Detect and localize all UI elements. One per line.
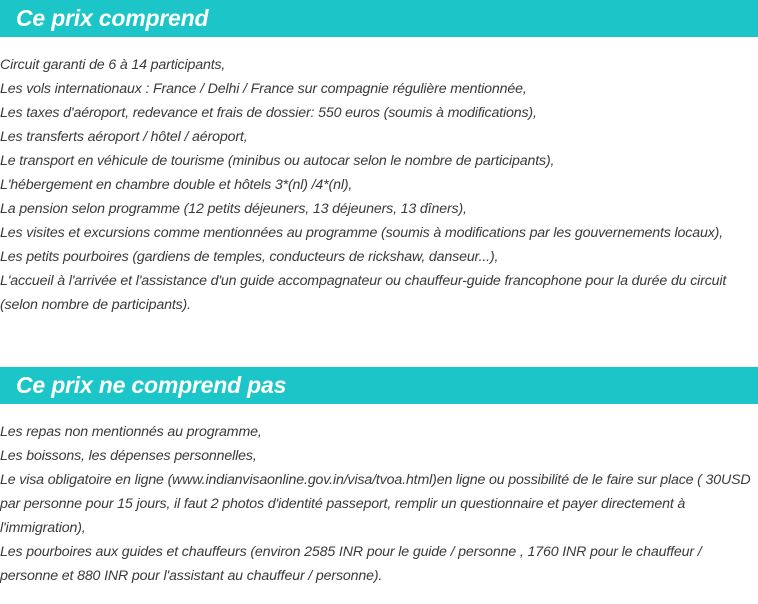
list-item: La pension selon programme (12 petits déjeuners, 13 déjeuners, 13 dîners),: [0, 201, 467, 217]
included-section-title: Ce prix comprend: [16, 5, 209, 31]
list-item: Les transferts aéroport / hôtel / aéroport,: [0, 129, 248, 145]
excluded-section-header: [0, 367, 758, 404]
list-item: Le visa obligatoire en ligne (www.indianvisaonline.gov.in/visa/tvoa.html)en ligne ou possibilité de le faire sur place ( 30USD par personne pour 15 jours, il faut 2 photos d'identité passeport, remplir un questionnaire et payer directement à l'immigration),: [0, 472, 751, 536]
list-item: L'hébergement en chambre double et hôtels 3*(nl) /4*(nl),: [0, 177, 353, 193]
list-item: Les vols internationaux : France / Delhi / France sur compagnie régulière mentionnée,: [0, 81, 527, 97]
included-items-list: [0, 53, 758, 317]
list-item: L'accueil à l'arrivée et l'assistance d'un guide accompagnateur ou chauffeur-guide francophone pour la durée du circuit (selon nombre de participants).: [0, 273, 727, 313]
list-item: Les petits pourboires (gardiens de temples, conducteurs de rickshaw, danseur...),: [0, 249, 499, 265]
list-item: Le transport en véhicule de tourisme (minibus ou autocar selon le nombre de participants),: [0, 153, 555, 169]
list-item: Les taxes d'aéroport, redevance et frais de dossier: 550 euros (soumis à modifications),: [0, 105, 537, 121]
list-item: Les boissons, les dépenses personnelles,: [0, 448, 257, 464]
included-section-header: [0, 0, 758, 37]
excluded-items-list: [0, 420, 758, 588]
list-item: Les repas non mentionnés au programme,: [0, 424, 262, 440]
excluded-section-title: Ce prix ne comprend pas: [16, 372, 287, 398]
list-item: Les visites et excursions comme mentionnées au programme (soumis à modifications par les gouvernements locaux),: [0, 225, 724, 241]
list-item: Circuit garanti de 6 à 14 participants,: [0, 57, 226, 73]
list-item: Les pourboires aux guides et chauffeurs (environ 2585 INR pour le guide / personne , 1760 INR pour le chauffeur / personne et 880 INR pour l'assistant au chauffeur / personne).: [0, 544, 702, 584]
